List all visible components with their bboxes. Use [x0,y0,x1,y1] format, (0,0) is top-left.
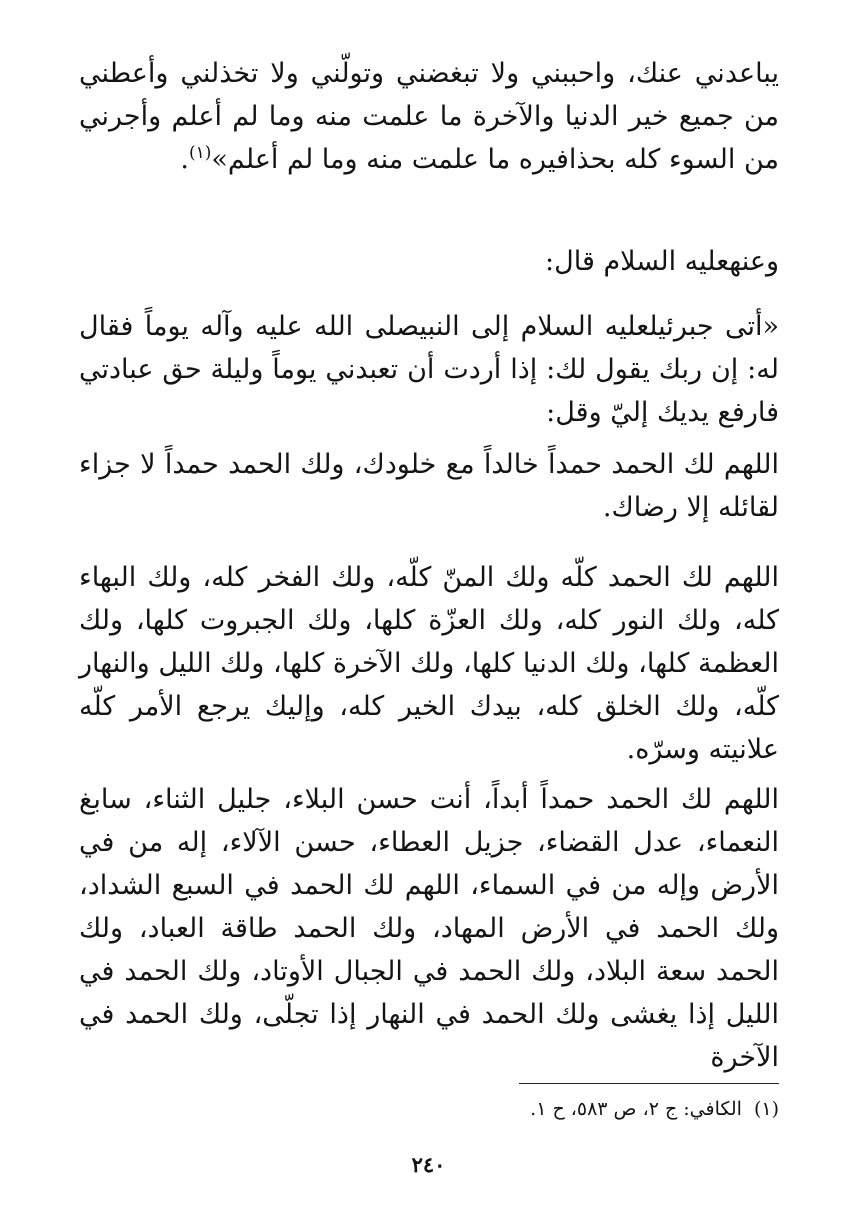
narration-intro: وعنهعليه السلام قال: [545,246,779,277]
supplication-paragraph-2: اللهم لك الحمد كلّه ولك المنّ كلّه، ولك الفخر كله، ولك البهاء كله، ولك النور كله، ولك العزّة كلها، ولك الجبروت كلها، ولك العظمة كلها، ولك الدنيا كلها، ولك الآخرة كلها، ولك الليل والنهار كلّه، ولك الخلق كله، بيدك الخير كله، وإليك يرجع الأمر كلّه علانيته وسرّه. [79,562,779,765]
dua-ending-punct: . [180,144,189,175]
footnote-divider [519,1083,779,1084]
page-number: ٢٤٠ [411,1152,446,1177]
footnote [79,1094,779,1124]
supplication-paragraph-3: اللهم لك الحمد حمداً أبداً، أنت حسن البلاء، جليل الثناء، سابغ النعماء، عدل القضاء، جزيل العطاء، حسن الآلاء، إله من في الأرض وإله من في السماء، اللهم لك الحمد في السبع الشداد، ولك الحمد في الأرض المهاد، ولك الحمد طاقة العباد، ولك الحمد سعة البلاد، ولك الحمد في الجبال الأوتاد، ولك الحمد في الليل إذا يغشى ولك الحمد في النهار إذا تجلّى، ولك الحمد في الآخرة [79,784,779,1073]
footnote-text: الكافي: ج ٢، ص ٥٨٣، ح ١. [530,1098,742,1120]
hadith-intro-paragraph: «أتى جبرئيلعليه السلام إلى النبيصلى الله عليه وآله يوماً فقال له: إن ربك يقول لك: إذا أردت أن تعبدني يوماً وليلة حق عبادتي فارفع يديك إليّ وقل: [79,311,779,428]
dua-ending-paragraph [79,52,779,181]
supplication-paragraph-1: اللهم لك الحمد حمداً خالداً مع خلودك، ولك الحمد حمداً لا جزاء لقائله إلا رضاك. [79,449,779,523]
footnote-number: (١) [753,1098,779,1120]
footnote-marker[interactable]: (١) [188,143,212,163]
dua-ending-text: يباعدني عنك، واحببني ولا تبغضني وتولّني ولا تخذلني وأعطني من جميع خير الدنيا والآخرة ما علمت منه وما لم أعلم وأجرني من السوء كله بحذافيره ما علمت منه وما لم أعلم» [79,58,779,175]
